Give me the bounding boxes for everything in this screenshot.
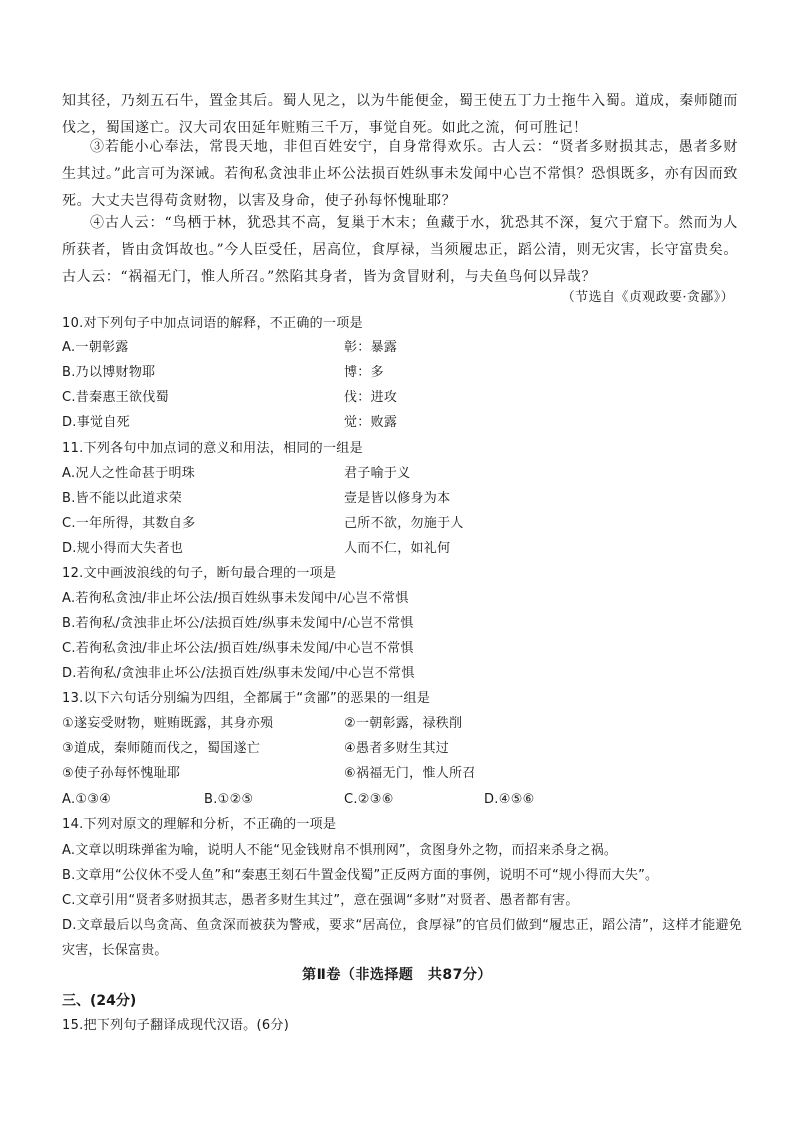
q10-option-a[interactable] [62,338,742,358]
q10-option-c[interactable] [62,388,742,408]
q14-stem: 14.下列对原文的理解和分析，不正确的一项是 [62,817,337,832]
passage-paragraph-1: 知其径，乃刻五石牛，置金其后。蜀人见之，以为牛能便金，蜀王使五丁力士拖牛入蜀。道成，秦师随而伐之，蜀国遂亡。汉大司农田延年赃贿三千万，事觉自死。如此之流，何可胜记！ [62,93,738,136]
q12-option-d[interactable] [62,664,742,684]
q12-option-text: A.若徇私贪浊/非止坏公法/损百姓纵事未发闻中/心岂不常惧 [62,591,409,606]
q13-statement: ⑤使子孙每怀愧耻耶 [62,766,181,781]
q11-option-right: 己所不欲，勿施于人 [344,516,464,531]
q10-option-gloss: 伐：进攻 [344,390,398,405]
q11-option-right: 壹是皆以修身为本 [344,491,451,506]
q11-option-c[interactable] [62,514,742,534]
q14-option-a[interactable]: A.文章以明珠弹雀为喻，说明人不能“见金钱财帛不惧刑网”，贪图身外之物，而招来杀身之祸。 [62,843,618,858]
q11-option-left: D.规小得而大失者也 [62,541,184,556]
q15-stem: 15.把下列句子翻译成现代汉语。(6分) [62,1018,290,1033]
q13-statement: ③道成，秦师随而伐之，蜀国遂亡 [62,741,261,756]
q13-choice-c[interactable]: C.②③⑥ [344,792,394,807]
q12-option-text: C.若徇私贪浊/非止坏公法/损百姓/纵事未发闻/中心岂不常惧 [62,641,414,656]
q13-statement-row [62,764,742,784]
q11-option-a[interactable] [62,464,742,484]
q14-option-c[interactable]: C.文章引用“贤者多财损其志，愚者多财生其过”，意在强调“多财”对贤者、愚者都有害。 [62,893,579,908]
q12-option-a[interactable] [62,589,742,609]
q13-statement-row [62,739,742,759]
q13-choice-a[interactable]: A.①③④ [62,792,112,807]
q11-option-b[interactable] [62,489,742,509]
q10-option-text: C.昔秦惠王欲伐蜀 [62,390,169,405]
q10-option-gloss: 博：多 [344,365,384,380]
q11-option-left: A.况人之性命甚于明珠 [62,466,196,481]
passage-paragraph-3: ③若能小心奉法，常畏天地，非但百姓安宁，自身常得欢乐。古人云：“贤者多财损其志，愚者多财生其过。”此言可为深诫。若徇私贪浊非止坏公法损百姓纵事未发闻中心岂不常惧？恐惧既多，亦有因而致死。大丈夫岂得苟贪财物，以害及身命，使子孙每怀愧耻耶？ [62,139,738,209]
q10-option-gloss: 彰：暴露 [344,340,398,355]
q13-choice-d[interactable]: D.④⑤⑥ [484,792,535,807]
part-ii-title: 第Ⅱ卷（非选择题 共87分） [302,967,492,983]
q11-option-right: 人而不仁，如礼何 [344,541,451,556]
q12-option-text: B.若徇私/贪浊非止坏公/法损百姓/纵事未发闻中/心岂不常惧 [62,616,414,631]
q12-option-text: D.若徇私/贪浊非止坏公/法损百姓/纵事未发闻/中心岂不常惧 [62,666,415,681]
q12-option-b[interactable] [62,614,742,634]
q10-option-d[interactable] [62,413,742,433]
q13-choices [62,790,742,810]
q13-statement: ④愚者多财生其过 [344,741,450,756]
q11-option-right: 君子喻于义 [344,466,411,481]
q14-option-b[interactable]: B.文章用“公仪休不受人鱼”和“秦惠王刻石牛置金伐蜀”正反两方面的事例，说明不可“规小得而大失”。 [62,868,659,883]
q10-option-gloss: 觉：败露 [344,415,398,430]
q13-stem: 13.以下六句话分别编为四组，全都属于“贪鄙”的恶果的一组是 [62,691,431,706]
q12-stem: 12.文中画波浪线的句子，断句最合理的一项是 [62,566,337,581]
q10-option-b[interactable] [62,363,742,383]
q13-choice-b[interactable]: B.①②⑤ [204,792,254,807]
q11-stem: 11.下列各句中加点词的意义和用法，相同的一组是 [62,441,363,456]
q13-statement-row [62,714,742,734]
passage-source: （节选自《贞观政要·贪鄙》） [561,290,734,305]
q10-option-text: B.乃以博财物耶 [62,365,156,380]
q12-option-c[interactable] [62,639,742,659]
q11-option-d[interactable] [62,539,742,559]
q11-option-left: B.皆不能以此道求荣 [62,491,183,506]
q13-statement: ①遂妄受财物，赃贿既露，其身亦殒 [62,716,274,731]
q13-statement: ⑥祸福无门，惟人所召 [344,766,476,781]
q11-option-left: C.一年所得，其数自多 [62,516,196,531]
section-three-heading: 三、(24分) [62,993,137,1009]
q14-option-d[interactable]: D.文章最后以鸟贪高、鱼贪深而被获为警戒，要求“居高位，食厚禄”的官员们做到“履忠正，蹈公清”，这样才能避免灾害，长保富贵。 [62,918,742,958]
passage-paragraph-4: ④古人云：“鸟栖于林，犹恐其不高，复巢于木末；鱼藏于水，犹恐其不深，复穴于窟下。然而为人所获者，皆由贪饵故也。”今人臣受任，居高位，食厚禄，当须履忠正，蹈公清，则无灾害，长守富贵矣。古人云：“祸福无门，惟人所召。”然陷其身者，皆为贪冒财利，与夫鱼鸟何以异哉？ [62,215,738,285]
q10-option-text: D.事觉自死 [62,415,130,430]
q13-statement: ②一朝彰露，禄秩削 [344,716,463,731]
q10-option-text: A.一朝彰露 [62,340,129,355]
q10-stem: 10.对下列句子中加点词语的解释，不正确的一项是 [62,316,363,331]
